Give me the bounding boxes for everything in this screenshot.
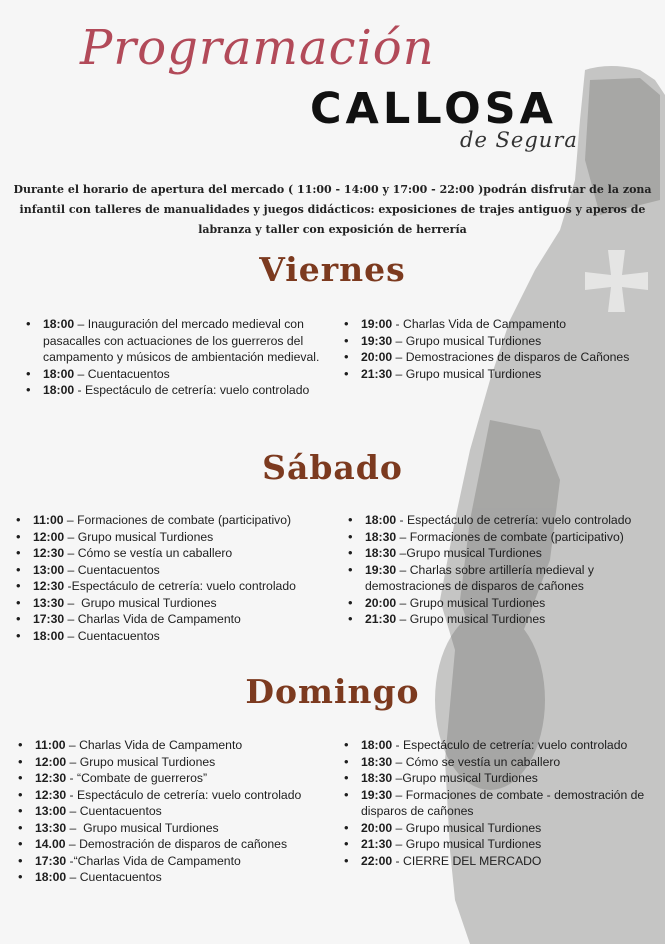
day-title-sabado: Sábado	[262, 448, 403, 487]
schedule-activity: Cuentacuentos	[77, 628, 160, 643]
schedule-time: 18:00	[43, 366, 75, 381]
schedule-item	[342, 737, 654, 754]
schedule-separator: –	[392, 787, 406, 802]
schedule-item	[342, 754, 654, 771]
schedule-item	[16, 754, 334, 771]
schedule-activity: Charlas Vida de Campamento	[77, 612, 241, 626]
schedule-time: 12:00	[35, 754, 67, 769]
schedule-activity: Grupo musical Turdiones	[405, 366, 542, 381]
schedule-separator: –	[64, 529, 78, 544]
schedule-item	[346, 611, 656, 628]
schedule-time: 20:00	[365, 595, 397, 610]
schedule-time: 12:30	[35, 771, 67, 785]
schedule-item	[16, 737, 334, 754]
schedule-activity: Grupo musical Turdiones	[405, 333, 542, 348]
schedule-activity: Demostración de disparos de cañones	[79, 837, 288, 851]
schedule-activity: Grupo musical Turdiones	[409, 595, 546, 610]
schedule-item	[14, 578, 334, 595]
schedule-item	[342, 366, 652, 383]
schedule-time: 18:00	[365, 513, 397, 527]
schedule-activity: Demostraciones de disparos de Cañones	[405, 350, 630, 364]
schedule-time: 18:00	[33, 628, 65, 643]
schedule-separator: -	[74, 383, 86, 397]
schedule-separator: –	[392, 837, 406, 851]
schedule-separator: -	[66, 853, 74, 868]
sabado-left-list	[14, 512, 334, 644]
schedule-separator: –	[64, 562, 78, 577]
schedule-separator: –	[64, 628, 78, 643]
domingo-left-list	[16, 737, 334, 886]
intro-text: Durante el horario de apertura del mercado ( 11:00 - 14:00 y 17:00 - 22:00 )podrán disfrutar de la zona infantil con talleres de manualidades y juegos didácticos: exposiciones de trajes antiguos y aperos de labranza y taller con exposición de herrería	[13, 183, 652, 236]
schedule-separator: –	[74, 317, 88, 331]
schedule-time: 13:00	[35, 804, 67, 818]
schedule-item	[342, 853, 654, 870]
schedule-activity: Espectáculo de cetrería: vuelo controlado	[77, 787, 302, 802]
schedule-item	[346, 529, 656, 546]
schedule-separator: –	[396, 562, 410, 577]
schedule-activity: “Combate de guerreros”	[77, 771, 208, 785]
schedule-separator: –	[66, 804, 80, 818]
schedule-activity: Cómo se vestía un caballero	[405, 754, 561, 769]
schedule-separator: –	[392, 366, 406, 381]
schedule-activity: Grupo musical Turdiones	[405, 837, 542, 851]
schedule-separator: -	[64, 579, 72, 593]
schedule-separator: –	[66, 870, 80, 884]
schedule-time: 18:30	[361, 771, 393, 785]
schedule-time: 18:30	[365, 529, 397, 544]
schedule-activity: Grupo musical Turdiones	[77, 529, 214, 544]
schedule-time: 18:00	[35, 870, 67, 884]
schedule-separator: -	[392, 853, 404, 868]
schedule-separator: –	[392, 820, 406, 835]
schedule-item	[342, 349, 652, 366]
schedule-separator: –	[64, 546, 78, 560]
schedule-activity: Espectáculo de cetrería: vuelo controlado	[407, 513, 632, 527]
schedule-time: 19:30	[361, 787, 393, 802]
schedule-time: 11:00	[33, 513, 64, 527]
schedule-item	[342, 333, 652, 350]
schedule-separator: –	[396, 546, 407, 560]
schedule-time: 20:00	[361, 820, 393, 835]
schedule-item	[14, 562, 334, 579]
schedule-item	[14, 628, 334, 645]
schedule-separator: –	[74, 366, 88, 381]
schedule-activity: Espectáculo de cetrería: vuelo controlado	[403, 738, 628, 752]
schedule-item	[16, 869, 334, 886]
schedule-separator: -	[392, 738, 404, 752]
schedule-item	[14, 529, 334, 546]
schedule-time: 11:00	[35, 738, 66, 752]
viernes-right-list	[342, 316, 652, 382]
schedule-separator: –	[392, 333, 406, 348]
schedule-separator: –	[65, 738, 80, 752]
schedule-activity: Cuentacuentos	[77, 562, 160, 577]
schedule-time: 18:00	[361, 738, 393, 752]
schedule-separator: -	[396, 513, 408, 527]
schedule-time: 22:00	[361, 853, 393, 868]
schedule-item	[16, 853, 334, 870]
schedule-time: 13:00	[33, 562, 65, 577]
schedule-item	[346, 512, 656, 529]
schedule-activity: Grupo musical Turdiones	[79, 754, 216, 769]
schedule-time: 18:30	[361, 754, 393, 769]
schedule-separator: -	[66, 787, 78, 802]
schedule-item	[14, 595, 334, 612]
schedule-activity: Charlas sobre artillería medieval y demostraciones de disparos de cañones	[365, 562, 594, 593]
schedule-separator: –	[66, 754, 80, 769]
schedule-separator: –	[63, 513, 78, 527]
schedule-separator: –	[392, 771, 403, 785]
schedule-item	[16, 836, 334, 853]
schedule-time: 12:30	[35, 787, 67, 802]
schedule-separator: –	[392, 754, 406, 769]
schedule-separator: -	[66, 771, 78, 785]
schedule-activity: Charlas Vida de Campamento	[79, 738, 243, 752]
town-title: CALLOSA	[310, 84, 557, 134]
schedule-separator: –	[64, 612, 78, 626]
schedule-item	[342, 787, 654, 820]
schedule-time: 12:00	[33, 529, 65, 544]
schedule-time: 19:00	[361, 317, 393, 331]
schedule-separator: -	[392, 317, 404, 331]
schedule-separator: –	[65, 837, 80, 851]
schedule-activity: Grupo musical Turdiones	[405, 820, 542, 835]
day-title-domingo: Domingo	[245, 672, 420, 711]
domingo-right-list	[342, 737, 654, 869]
schedule-time: 18:30	[365, 546, 397, 560]
viernes-left-list	[24, 316, 334, 399]
schedule-activity: Grupo musical Turdiones	[81, 595, 217, 610]
day-title-viernes: Viernes	[259, 250, 406, 289]
schedule-activity: Grupo musical Turdiones	[409, 612, 546, 626]
schedule-time: 21:30	[361, 837, 393, 851]
schedule-item	[342, 770, 654, 787]
schedule-activity: Formaciones de combate - demostración de disparos de cañones	[361, 787, 645, 818]
schedule-item	[346, 562, 656, 595]
schedule-time: 14.00	[35, 837, 66, 851]
schedule-item	[24, 366, 334, 383]
schedule-activity: CIERRE DEL MERCADO	[403, 853, 542, 868]
schedule-time: 18:00	[43, 383, 75, 397]
schedule-activity: “Charlas Vida de Campamento	[73, 853, 241, 868]
script-title: Programación	[80, 20, 435, 76]
schedule-activity: Grupo musical Turdiones	[402, 771, 538, 785]
schedule-item	[346, 545, 656, 562]
schedule-item	[14, 545, 334, 562]
schedule-time: 18:00	[43, 317, 75, 331]
schedule-separator: –	[396, 595, 410, 610]
schedule-activity: Charlas Vida de Campamento	[403, 317, 567, 331]
schedule-activity: Formaciones de combate (participativo)	[77, 513, 292, 527]
schedule-activity: Cuentacuentos	[87, 366, 170, 381]
schedule-separator: –	[64, 595, 82, 610]
schedule-time: 21:30	[365, 612, 397, 626]
schedule-item	[342, 316, 652, 333]
schedule-item	[342, 820, 654, 837]
schedule-separator: –	[396, 612, 410, 626]
schedule-activity: Espectáculo de cetrería: vuelo controlado	[71, 579, 296, 593]
sabado-right-list	[346, 512, 656, 628]
schedule-time: 19:30	[365, 562, 397, 577]
schedule-time: 17:30	[35, 853, 67, 868]
schedule-item	[14, 611, 334, 628]
town-subtitle: de Segura	[460, 128, 578, 152]
schedule-activity: Grupo musical Turdiones	[83, 820, 219, 835]
schedule-time: 20:00	[361, 350, 393, 364]
schedule-time: 12:30	[33, 546, 65, 560]
schedule-separator: –	[392, 350, 406, 364]
schedule-item	[16, 803, 334, 820]
schedule-activity: Cómo se vestía un caballero	[77, 546, 233, 560]
schedule-separator: –	[396, 529, 410, 544]
schedule-item	[16, 820, 334, 837]
schedule-time: 13:30	[33, 595, 65, 610]
schedule-activity: Cuentacuentos	[79, 804, 162, 818]
schedule-time: 21:30	[361, 366, 393, 381]
schedule-activity: Grupo musical Turdiones	[406, 546, 542, 560]
schedule-time: 19:30	[361, 333, 393, 348]
schedule-item	[16, 787, 334, 804]
schedule-activity: Inauguración del mercado medieval con pasacalles con actuaciones de los guerreros del campamento y músicos de ambientación medieval.	[43, 317, 320, 364]
schedule-item	[16, 770, 334, 787]
schedule-activity: Espectáculo de cetrería: vuelo controlado	[85, 383, 310, 397]
schedule-item	[342, 836, 654, 853]
schedule-item	[24, 382, 334, 399]
schedule-item	[14, 512, 334, 529]
schedule-activity: Cuentacuentos	[79, 870, 162, 884]
schedule-separator: –	[66, 820, 84, 835]
schedule-time: 17:30	[33, 612, 65, 626]
schedule-time: 13:30	[35, 820, 67, 835]
schedule-time: 12:30	[33, 579, 65, 593]
schedule-activity: Formaciones de combate (participativo)	[409, 529, 624, 544]
schedule-item	[24, 316, 334, 366]
schedule-item	[346, 595, 656, 612]
